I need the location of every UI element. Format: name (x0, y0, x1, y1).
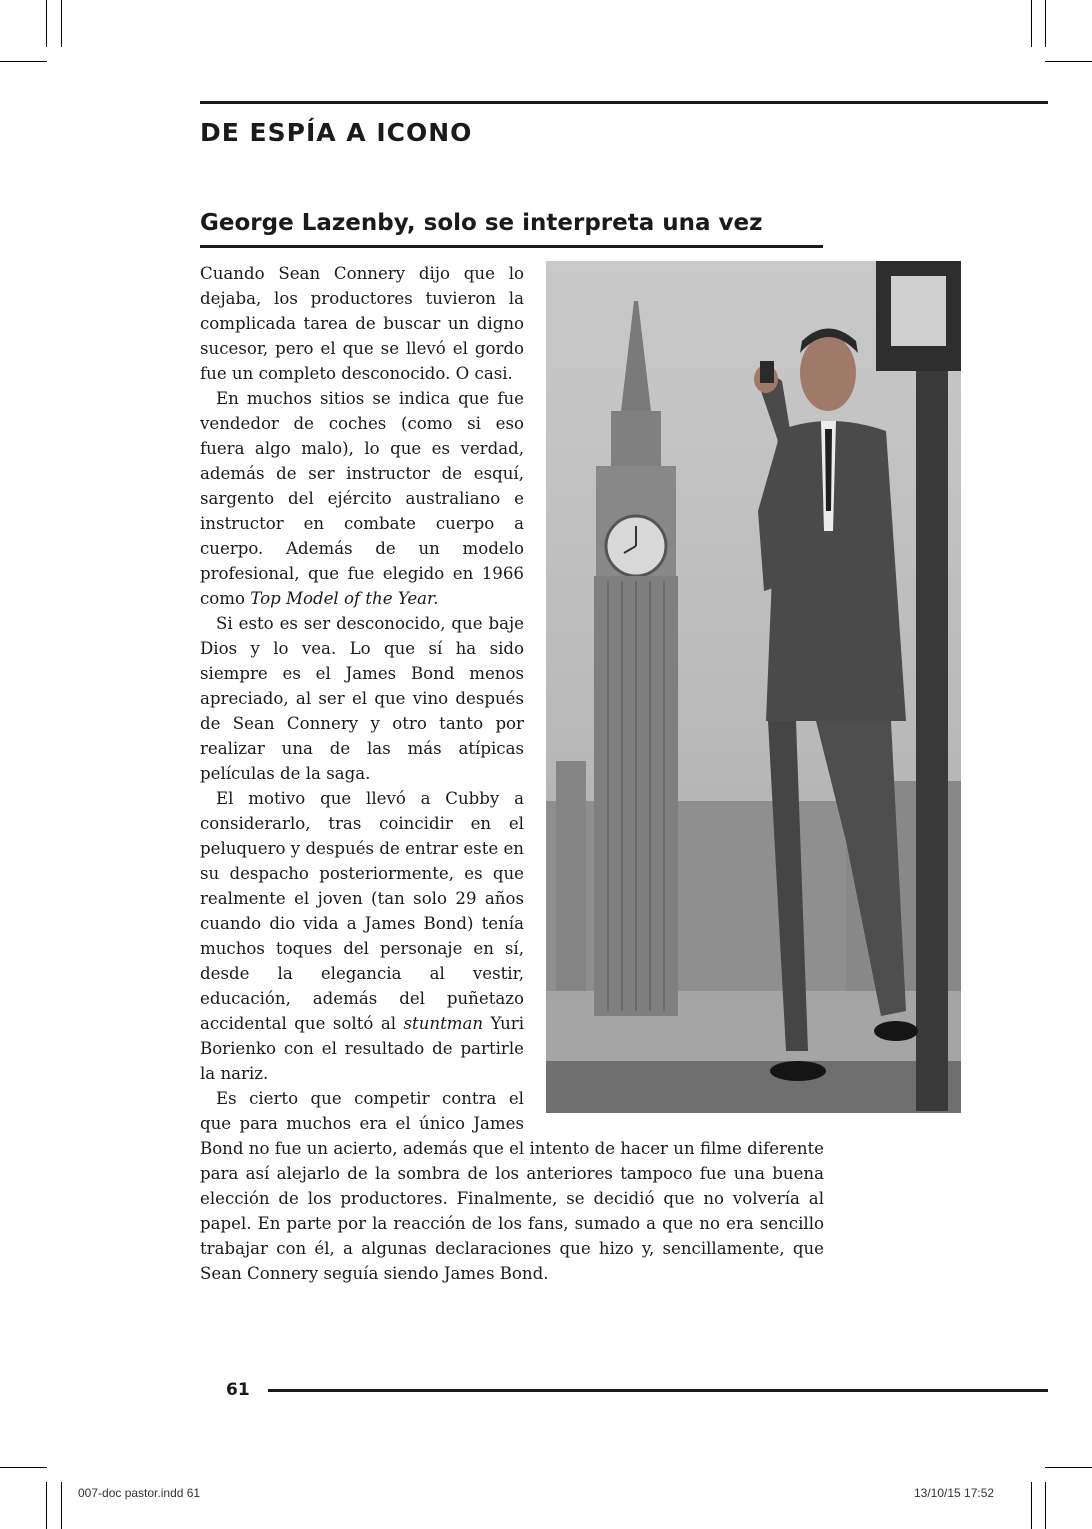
footer-rule (268, 1389, 1048, 1392)
paragraph-text: Yuri Borienko con el resultado de partirle la nariz. (200, 1014, 525, 1083)
paragraph-text: El motivo que llevó a Cubby a considerarlo, tras coincidir en el peluquero y después de entrar este en su despacho posteriormente, es que realmente el joven (tan solo 29 años cuando dio vida a James Bond) tenía muchos toques del personaje en sí, desde la elegancia al vestir, educación, además del puñetazo accidental que soltó al (200, 789, 524, 1033)
title-underline (200, 245, 823, 248)
slug-file: 007-doc pastor.indd 61 (78, 1486, 201, 1500)
paragraph-italic: stuntman (403, 1014, 484, 1033)
article-title: George Lazenby, solo se interpreta una vez (200, 210, 763, 236)
section-title: DE ESPÍA A ICONO (200, 118, 473, 147)
crop-mark (1045, 0, 1046, 47)
crop-mark (0, 1467, 47, 1468)
photo-bond-big-ben (546, 261, 961, 1113)
paragraph (200, 1086, 824, 1286)
crop-mark (61, 0, 62, 47)
crop-mark (46, 1482, 47, 1529)
slug-datetime: 13/10/15 17:52 (914, 1486, 995, 1500)
crop-mark (1031, 0, 1032, 47)
paragraph-text: Si esto es ser desconocido, que baje Dios y lo vea. Lo que sí ha sido siempre es el James Bond menos apreciado, al ser el que vino después de Sean Connery y otro tanto por realizar una de las más atípicas películas de la saga. (200, 614, 524, 783)
crop-mark (1045, 61, 1092, 62)
paragraph-text: En muchos sitios se indica que fue vendedor de coches (como si eso fuera algo malo), lo que es verdad, además de ser instructor de esquí, sargento del ejército australiano e instructor en combate cuerpo a cuerpo. Además de un modelo profesional, que fue elegido en 1966 como (200, 389, 524, 608)
crop-mark (61, 1482, 62, 1529)
crop-mark (46, 0, 47, 47)
crop-mark (1031, 1482, 1032, 1529)
crop-mark (0, 61, 47, 62)
paragraph-text: Cuando Sean Connery dijo que lo dejaba, los productores tuvieron la complicada tarea de buscar un digno sucesor, pero el que se llevó el gordo fue un completo desconocido. O casi. (200, 264, 524, 383)
paragraph-italic: Top Model of the Year. (250, 589, 439, 608)
header-rule (200, 101, 1048, 104)
crop-mark (1045, 1467, 1092, 1468)
paragraph-text: Es cierto que competir contra el que para muchos era el único James Bond no fue un acierto, además que el intento de hacer un filme diferente para así alejarlo de la sombra de los anteriores tampoco fue una buena elección de los productores. Finalmente, se decidió que no volvería al papel. En parte por la reacción de los fans, sumado a que no era sencillo trabajar con él, a algunas declaraciones que hizo y, sencillamente, que Sean Connery seguía siendo James Bond. (200, 1089, 824, 1283)
page-number: 61 (226, 1380, 250, 1400)
crop-mark (1045, 1482, 1046, 1529)
article-body (200, 261, 824, 1286)
